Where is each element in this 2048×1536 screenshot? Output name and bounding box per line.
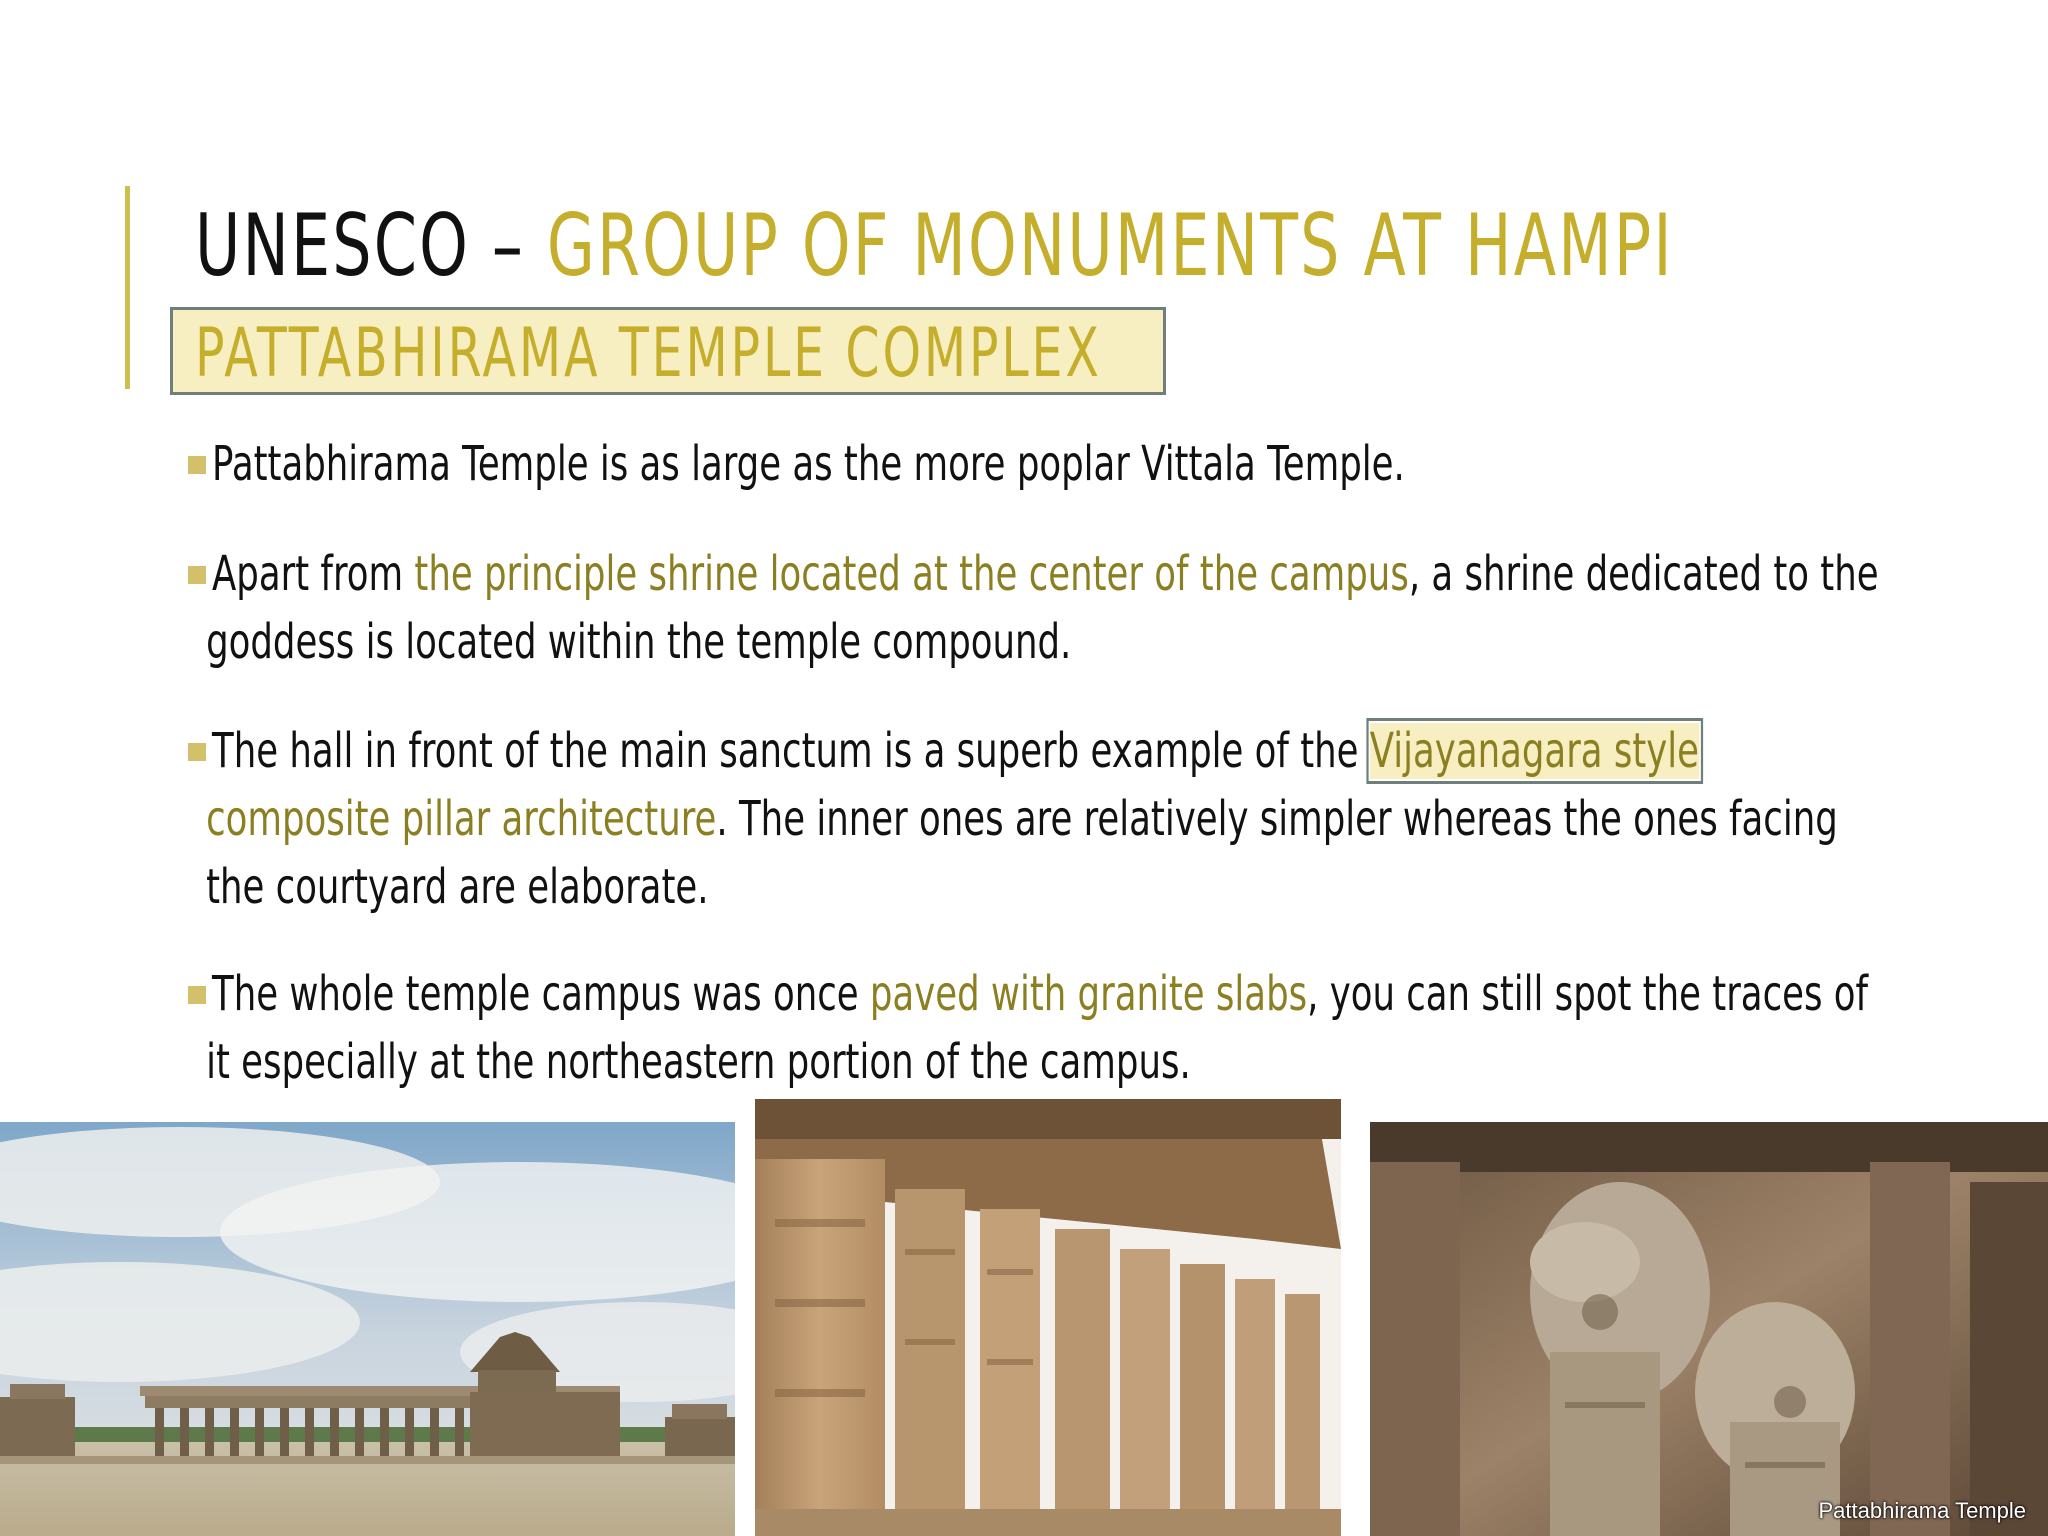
- bullet-text: [206, 717, 1988, 921]
- title-prefix: UNESCO: [195, 196, 471, 296]
- bullet-1-text: Pattabhirama Temple is as large as the more poplar Vittala Temple.: [212, 436, 1405, 492]
- bullet-text: [212, 430, 1988, 498]
- bullet-4-text-line2: it especially at the northeastern portion of the campus.: [206, 1034, 1191, 1090]
- pillar-corridor-illustration: [755, 1099, 1341, 1536]
- bullet-3-highlight: composite pillar architecture: [206, 791, 717, 847]
- bullet-2-text-start: Apart from: [212, 546, 415, 602]
- photo-pillar-corridor: [755, 1099, 1341, 1536]
- bullet-4-text-start: The whole temple campus was once: [212, 966, 870, 1022]
- bullet-marker: [188, 743, 206, 761]
- bullet-marker: [188, 456, 206, 474]
- photo-carved-pillars: [1370, 1122, 2048, 1536]
- bullet-2-highlight: the principle shrine located at the center of the campus: [414, 546, 1409, 602]
- slide-title: [195, 196, 1674, 296]
- bullet-3-text-line2: . The inner ones are relatively simpler whereas the ones facing: [716, 791, 1838, 847]
- bullet-3-highlight-boxed: Vijayanagara style: [1369, 723, 1700, 779]
- slide-subtitle: PATTABHIRAMA TEMPLE COMPLEX: [195, 314, 1102, 393]
- bullet-2-text-line2: goddess is located within the temple compound.: [206, 614, 1072, 670]
- subtitle-box: [170, 307, 1166, 395]
- bullet-marker: [188, 566, 206, 584]
- bullet-marker: [188, 986, 206, 1004]
- photo-temple-exterior: [0, 1122, 735, 1536]
- title-main: GROUP OF MONUMENTS AT HAMPI: [546, 196, 1674, 296]
- bullet-text: [206, 960, 1988, 1096]
- bullet-2-text-end: , a shrine dedicated to the: [1408, 546, 1879, 602]
- bullet-text: [206, 540, 1988, 676]
- photo-caption: Pattabhirama Temple: [1818, 1498, 2026, 1523]
- title-dash: –: [470, 196, 547, 296]
- temple-exterior-illustration: [0, 1122, 735, 1536]
- bullet-4-text-end: , you can still spot the traces of: [1307, 966, 1868, 1022]
- bullet-3-text-line3: the courtyard are elaborate.: [206, 859, 709, 915]
- bullet-3-text-start: The hall in front of the main sanctum is a superb example of the: [212, 723, 1370, 779]
- bullet-4-highlight: paved with granite slabs: [869, 966, 1308, 1022]
- title-accent-bar: [125, 186, 130, 389]
- carved-pillars-illustration: [1370, 1122, 2048, 1536]
